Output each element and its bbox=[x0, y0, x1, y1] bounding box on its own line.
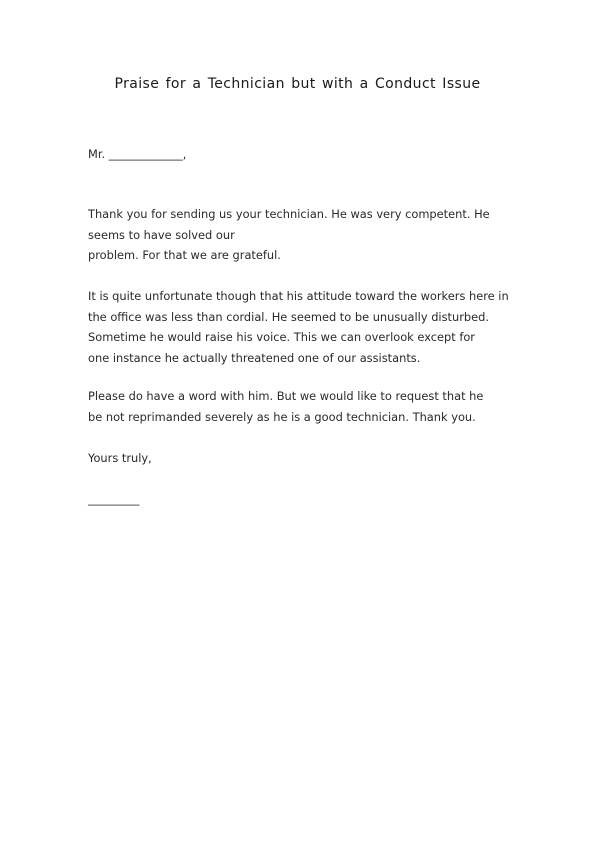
signature-line: _________ bbox=[88, 492, 140, 506]
salutation: Mr. _____________, bbox=[88, 147, 187, 161]
letter-title: Praise for a Technician but with a Conduct Issue bbox=[114, 76, 481, 92]
paragraph-line: the office was less than cordial. He seemed to be unusually disturbed. bbox=[88, 309, 489, 324]
paragraph-line: It is quite unfortunate though that his attitude toward the workers here in bbox=[88, 289, 509, 303]
closing: Yours truly, bbox=[88, 451, 152, 465]
paragraph-line: Thank you for sending us your technician. He was very competent. He bbox=[88, 207, 490, 221]
paragraph-conduct-issue bbox=[88, 286, 518, 368]
paragraph-line: seems to have solved our bbox=[88, 227, 235, 242]
paragraph-line: be not reprimanded severely as he is a good technician. Thank you. bbox=[88, 409, 476, 424]
paragraph-request bbox=[88, 386, 518, 427]
paragraph-line: Sometime he would raise his voice. This we can overlook except for bbox=[88, 330, 475, 344]
paragraph-line: problem. For that we are grateful. bbox=[88, 248, 281, 262]
paragraph-line: Please do have a word with him. But we would like to request that he bbox=[88, 389, 484, 403]
paragraph-thanks bbox=[88, 204, 518, 266]
paragraph-line: one instance he actually threatened one of our assistants. bbox=[88, 350, 421, 365]
